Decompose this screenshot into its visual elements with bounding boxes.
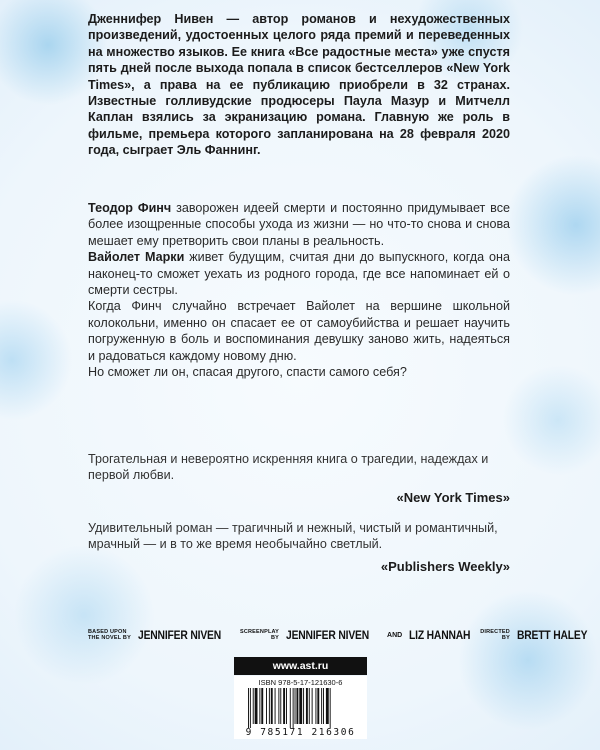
barcode-bar (296, 688, 298, 724)
barcode-bar (326, 688, 329, 724)
barcode-bar (250, 688, 251, 728)
credit-label-line: BASED UPON (88, 629, 127, 635)
review-quote-source: «Publishers Weekly» (380, 558, 510, 574)
credit-screenplay-author-1: JENNIFER NIVEN (286, 628, 370, 642)
credit-label-line: BY (501, 635, 510, 641)
barcode-digits: 9 785171 216306 (245, 727, 356, 738)
review-quote-source: «New York Times» (396, 489, 510, 505)
character-name-violet: Вайолет Марки (88, 250, 185, 265)
isbn-block (234, 676, 367, 739)
barcode (244, 688, 357, 728)
barcode-bar (330, 688, 331, 728)
barcode-bar (290, 688, 291, 728)
barcode-bar (280, 688, 281, 724)
publisher-url: www.ast.ru (234, 657, 367, 675)
synopsis-paragraph-1 (88, 200, 510, 249)
barcode-bar (286, 688, 287, 724)
barcode-bar (259, 688, 260, 724)
barcode-bar (306, 688, 308, 724)
barcode-bar (261, 688, 263, 724)
barcode-bar (321, 688, 322, 724)
barcode-bar (323, 688, 324, 724)
barcode-bar (315, 688, 316, 724)
credit-label-line: BY (271, 635, 280, 641)
synopsis (88, 200, 510, 380)
credit-screenplay-author-2: LIZ HANNAH (409, 628, 471, 642)
barcode-bar (295, 688, 296, 724)
credit-label-line: SCREENPLAY (239, 629, 280, 635)
credit-label-line: THE NOVEL BY (88, 635, 131, 641)
isbn-number: ISBN 978-5-17-121630-6 (258, 678, 343, 687)
barcode-bar (278, 688, 279, 724)
synopsis-text-1: заворожен идеей смерти и постоянно придумывает все более изощренные способы ухода из жизни — но что-то снова и снова мешает ему претворить свои планы в реальность. (88, 201, 510, 248)
barcode-bar (299, 688, 302, 724)
credit-novel-author: JENNIFER NIVEN (137, 628, 221, 642)
credit-director: BRETT HALEY (516, 628, 588, 642)
credit-label-directed (480, 629, 510, 641)
character-name-finch: Теодор Финч (88, 201, 172, 215)
barcode-bar (303, 688, 304, 724)
synopsis-paragraph-3: Когда Финч случайно встречает Вайолет на вершине школьной колокольни, именно он спасает ее от самоубийства и решает научить погруженную в боль и воспоминания девушку заново жить, надеяться и радоваться каждому новому дню. (88, 299, 510, 363)
credit-label-line: DIRECTED (480, 629, 510, 635)
barcode-bar (255, 688, 258, 724)
synopsis-paragraph-4: Но сможет ли он, спасая другого, спасти самого себя? (88, 365, 407, 380)
barcode-bar (309, 688, 310, 724)
credit-label-screenplay (240, 629, 279, 641)
review-quote (88, 451, 510, 506)
author-bio: Дженнифер Нивен — автор романов и нехудожественных произведений, удостоенных целого ряда премий и переведенных на множество языков. Ее книга «Все радостные места» уже спустя пять дней после выхода попала в список бестселлеров «New York Times», а права на ее публикацию приобрели в 32 странах. Известные голливудские продюсеры Паула Мазур и Митчелл Каплан взялись за экранизацию романа. Главную же роль в фильме, премьера которого запланирована на 28 февраля 2020 года, сыграет Эль Фаннинг. (88, 12, 510, 158)
synopsis-text-2: живет будущим, считая дни до выпускного, когда она наконец-то сможет уехать из родного города, где все напоминает ей о смерти сестры. (88, 250, 511, 298)
review-quote-text: Удивительный роман — трагичный и нежный, чистый и романтичный, мрачный — и в то же время необычайно светлый. (88, 521, 498, 552)
review-quote (88, 520, 510, 575)
credit-and: AND (387, 631, 403, 639)
synopsis-paragraph-2 (88, 249, 510, 298)
barcode-bar (271, 688, 273, 724)
barcode-bar (248, 688, 249, 728)
barcode-bar (253, 688, 254, 724)
barcode-bar (283, 688, 285, 724)
barcode-bar (317, 688, 319, 724)
barcode-bar (269, 688, 270, 724)
barcode-bar (275, 688, 276, 724)
film-credits (88, 624, 588, 646)
credit-label-based-upon (88, 629, 131, 641)
barcode-bar (293, 688, 294, 728)
review-quote-text: Трогательная и невероятно искренняя книга о трагедии, надеждах и первой любви. (88, 452, 489, 483)
barcode-bar (266, 688, 267, 724)
barcode-bar (312, 688, 313, 724)
